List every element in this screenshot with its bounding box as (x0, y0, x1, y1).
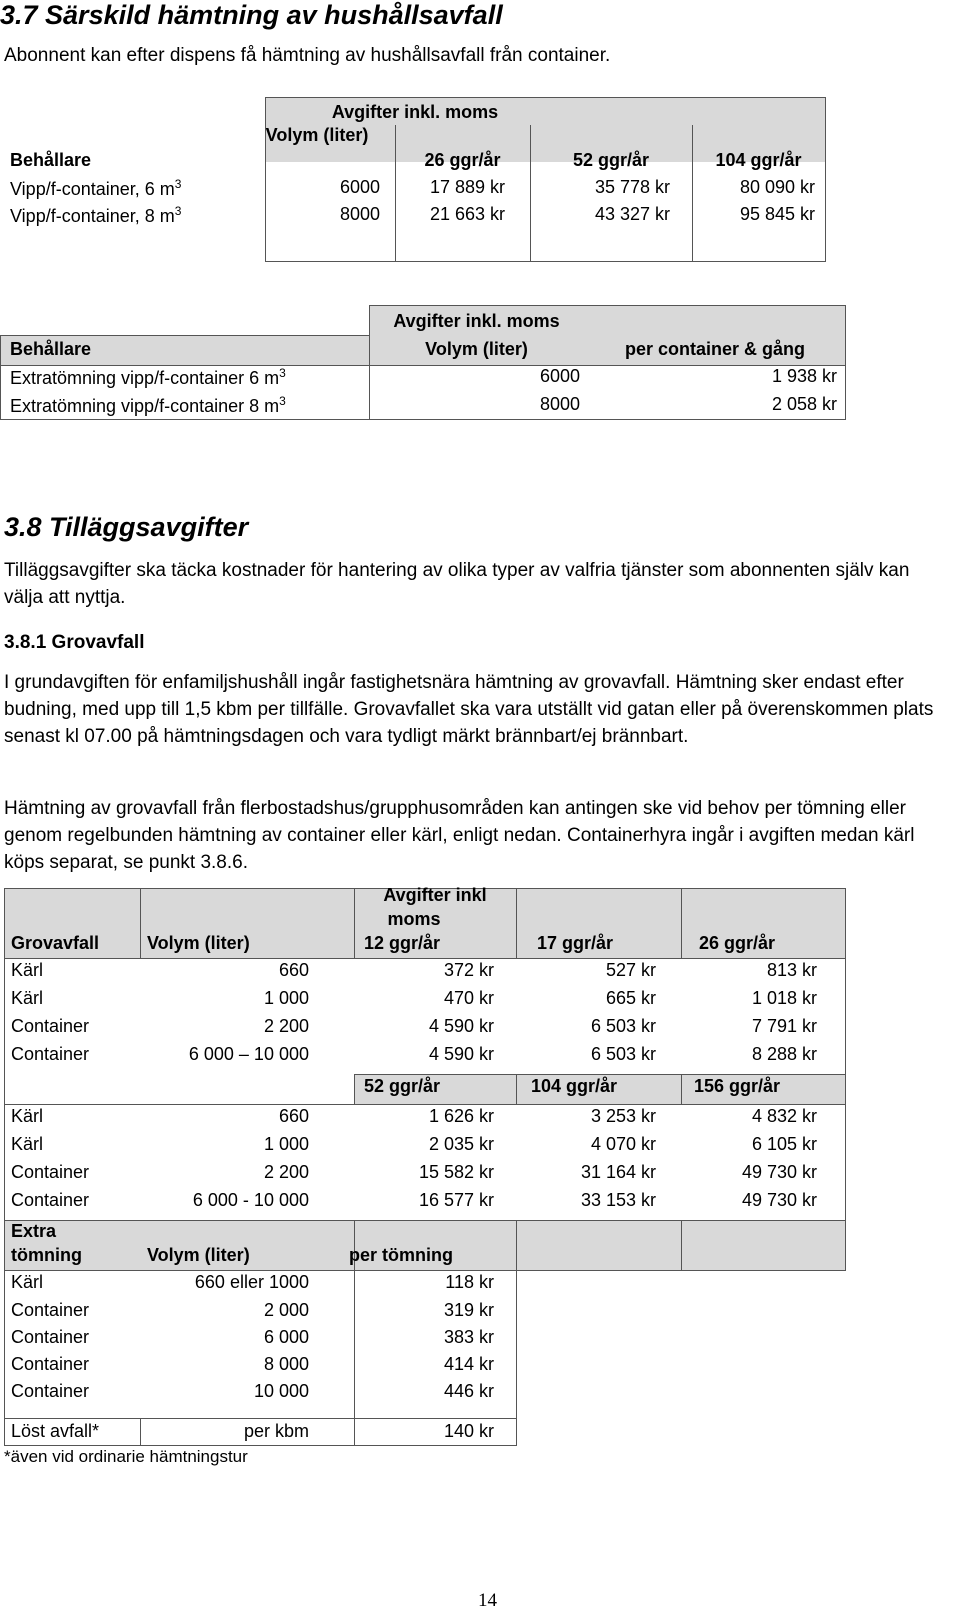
table3-b1-r4-26: 8 288 kr (751, 1044, 817, 1064)
table3-b1-r3-volume: 2 200 (263, 1016, 309, 1036)
table3-b2-r4-156: 49 730 kr (741, 1190, 817, 1210)
table2-header-per: per container & gång (624, 339, 806, 359)
table3-b1-r1-type: Kärl (11, 960, 44, 980)
table3-b2-r2-type: Kärl (11, 1134, 44, 1154)
table1-row1-104: 80 090 kr (739, 177, 815, 197)
section-title-3-7: 3.7 Särskild hämtning av hushållsavfall (0, 0, 503, 30)
table3-header-volume: Volym (liter) (147, 933, 250, 953)
table1-row2-26: 21 663 kr (429, 204, 505, 224)
table2-header-volume: Volym (liter) (425, 339, 528, 359)
table3-b3-r4-volume: 8 000 (263, 1354, 309, 1374)
section-title-3-8: 3.8 Tilläggsavgifter (4, 512, 249, 542)
table3-b1-r2-12: 470 kr (443, 988, 494, 1008)
table3-b1-r4-type: Container (11, 1044, 90, 1064)
table3-footnote: *även vid ordinarie hämtningstur (4, 1447, 248, 1466)
table3-b1-r4-volume: 6 000 – 10 000 (188, 1044, 309, 1064)
table3-b1-r1-12: 372 kr (443, 960, 494, 980)
table1-header-26: 26 ggr/år (424, 150, 501, 170)
table3-b1-r3-type: Container (11, 1016, 90, 1036)
section-intro-3-8: Tilläggsavgifter ska täcka kostnader för hantering av olika typer av valfria tjänster som abonnenten själv kan välja att nyttja. (4, 560, 910, 608)
table3-b3-r6-price: 140 kr (443, 1421, 494, 1441)
table3-b1-r1-17: 527 kr (605, 960, 656, 980)
table1-row1-volume: 6000 (339, 177, 380, 197)
table2-row1-container: Extratömning vipp/f-container 6 $m^3$ (10, 366, 286, 388)
table3-b2-r2-104: 4 070 kr (590, 1134, 656, 1154)
table3-b1-r2-type: Kärl (11, 988, 44, 1008)
table3-b3-r2-price: 319 kr (443, 1300, 494, 1320)
table3-header-12: 12 ggr/år (364, 933, 441, 953)
table3-b3-r1-price: 118 kr (445, 1272, 494, 1292)
section-intro-3-7: Abonnent kan efter dispens få hämtning av hushållsavfall från container. (4, 45, 611, 66)
table3-b1-r3-26: 7 791 kr (751, 1016, 817, 1036)
table3-extra-header-line2: tömning (11, 1245, 82, 1265)
table3-b2-r1-104: 3 253 kr (590, 1106, 656, 1126)
table3-b3-r3-volume: 6 000 (263, 1327, 309, 1347)
table3-header-26: 26 ggr/år (699, 933, 776, 953)
table3-b2-r4-type: Container (11, 1190, 90, 1210)
table3-subheader-104: 104 ggr/år (531, 1076, 618, 1096)
table3-b3-r1-type: Kärl (11, 1272, 44, 1292)
table3-b2-r3-type: Container (11, 1162, 90, 1182)
table3-b3-r5-price: 446 kr (443, 1381, 494, 1401)
table3-b2-r4-volume: 6 000 - 10 000 (192, 1190, 309, 1210)
table3-b2-r1-type: Kärl (11, 1106, 44, 1126)
table3-b2-r2-156: 6 105 kr (751, 1134, 817, 1154)
table3-b3-r6-volume: per kbm (243, 1421, 309, 1441)
table-container-prices (0, 97, 826, 262)
table3-b2-r4-52: 16 577 kr (418, 1190, 494, 1210)
table3-b3-r2-volume: 2 000 (263, 1300, 309, 1320)
table2-row2-price: 2 058 kr (771, 394, 837, 414)
table3-subheader-52: 52 ggr/år (364, 1076, 441, 1096)
table3-b1-r2-volume: 1 000 (263, 988, 309, 1008)
page-number: 14 (478, 1590, 497, 1611)
table-bulky-waste (4, 885, 846, 1446)
table3-b2-r3-52: 15 582 kr (418, 1162, 494, 1182)
table1-row2-container: Vipp/f-container, 8 $m^3$ (10, 204, 182, 226)
table1-header-container: Behållare (10, 150, 92, 170)
table1-row2-104: 95 845 kr (739, 204, 815, 224)
table3-header-grovavfall: Grovavfall (11, 933, 100, 953)
table3-subheader-156: 156 ggr/år (694, 1076, 781, 1096)
table3-group-line2: moms (387, 909, 441, 929)
table2-row2-container: Extratömning vipp/f-container 8 $m^3$ (10, 394, 286, 416)
table1-header-104: 104 ggr/år (715, 150, 802, 170)
table2-row1-volume: 6000 (539, 366, 580, 386)
table3-b3-r6-type: Löst avfall* (11, 1421, 100, 1441)
table1-header-52: 52 ggr/år (572, 150, 650, 170)
table3-extra-header-volume: Volym (liter) (147, 1245, 250, 1265)
table1-row1-26: 17 889 kr (429, 177, 505, 197)
table3-b3-r3-type: Container (11, 1327, 90, 1347)
table3-extra-header-line1: Extra (11, 1221, 57, 1241)
table1-row2-52: 43 327 kr (594, 204, 670, 224)
table3-b3-r4-type: Container (11, 1354, 90, 1374)
table1-row1-container: Vipp/f-container, 6 $m^3$ (10, 177, 182, 199)
table3-b1-r2-26: 1 018 kr (751, 988, 817, 1008)
table2-header-container: Behållare (10, 339, 92, 359)
table3-b3-r5-volume: 10 000 (253, 1381, 309, 1401)
table3-b2-r1-156: 4 832 kr (751, 1106, 817, 1126)
paragraph-grovavfall-2: Hämtning av grovavfall från flerbostadshus/grupphusområden kan antingen ske vid behov per tömning eller genom regelbunden hämtning av container eller kärl, enligt nedan. Containerhyra ingår i avgiften medan kärl köps separat, se punkt 3.8.6. (4, 798, 915, 873)
table2-row1-price: 1 938 kr (771, 366, 837, 386)
table3-b3-r1-volume: 660 eller 1000 (194, 1272, 309, 1292)
table3-b2-r2-52: 2 035 kr (428, 1134, 494, 1154)
table3-b1-r3-12: 4 590 kr (428, 1016, 494, 1036)
table3-b1-r4-17: 6 503 kr (590, 1044, 656, 1064)
table3-b3-r5-type: Container (11, 1381, 90, 1401)
table3-b3-r3-price: 383 kr (443, 1327, 494, 1347)
table-extra-emptying (0, 305, 846, 420)
table3-b3-r2-type: Container (11, 1300, 90, 1320)
table2-group-header: Avgifter inkl. moms (393, 311, 560, 331)
table3-b2-r1-52: 1 626 kr (428, 1106, 494, 1126)
table3-b1-r3-17: 6 503 kr (590, 1016, 656, 1036)
subsection-title-3-8-1: 3.8.1 Grovavfall (4, 632, 145, 653)
table3-b1-r1-volume: 660 (278, 960, 309, 980)
table1-header-volume: Volym (liter) (265, 125, 369, 145)
table2-row2-volume: 8000 (539, 394, 580, 414)
table3-b1-r1-26: 813 kr (766, 960, 817, 980)
table3-b2-r3-104: 31 164 kr (580, 1162, 656, 1182)
table3-b2-r3-volume: 2 200 (263, 1162, 309, 1182)
table3-b2-r2-volume: 1 000 (263, 1134, 309, 1154)
table3-group-line1: Avgifter inkl (383, 885, 487, 905)
paragraph-grovavfall-1: I grundavgiften för enfamiljshushåll ingår fastighetsnära hämtning av grovavfall. Hämtning sker endast efter budning, med upp till 1,5 kbm per tillfälle. Grovavfallet ska vara utställt vid gatan eller på överenskommen plats senast kl 07.00 på hämtningsdagen och vara tydligt märkt brännbart/ej brännbart. (4, 672, 934, 747)
table3-b1-r2-17: 665 kr (605, 988, 656, 1008)
table1-row2-volume: 8000 (339, 204, 380, 224)
table3-b2-r1-volume: 660 (278, 1106, 309, 1126)
table3-b2-r3-156: 49 730 kr (741, 1162, 817, 1182)
table1-group-header: Avgifter inkl. moms (331, 102, 499, 122)
table3-b1-r4-12: 4 590 kr (428, 1044, 494, 1064)
table3-b2-r4-104: 33 153 kr (580, 1190, 656, 1210)
table3-b3-r4-price: 414 kr (443, 1354, 494, 1374)
table1-row1-52: 35 778 kr (594, 177, 670, 197)
table3-extra-header-per: per tömning (349, 1245, 453, 1265)
table3-header-17: 17 ggr/år (537, 933, 614, 953)
